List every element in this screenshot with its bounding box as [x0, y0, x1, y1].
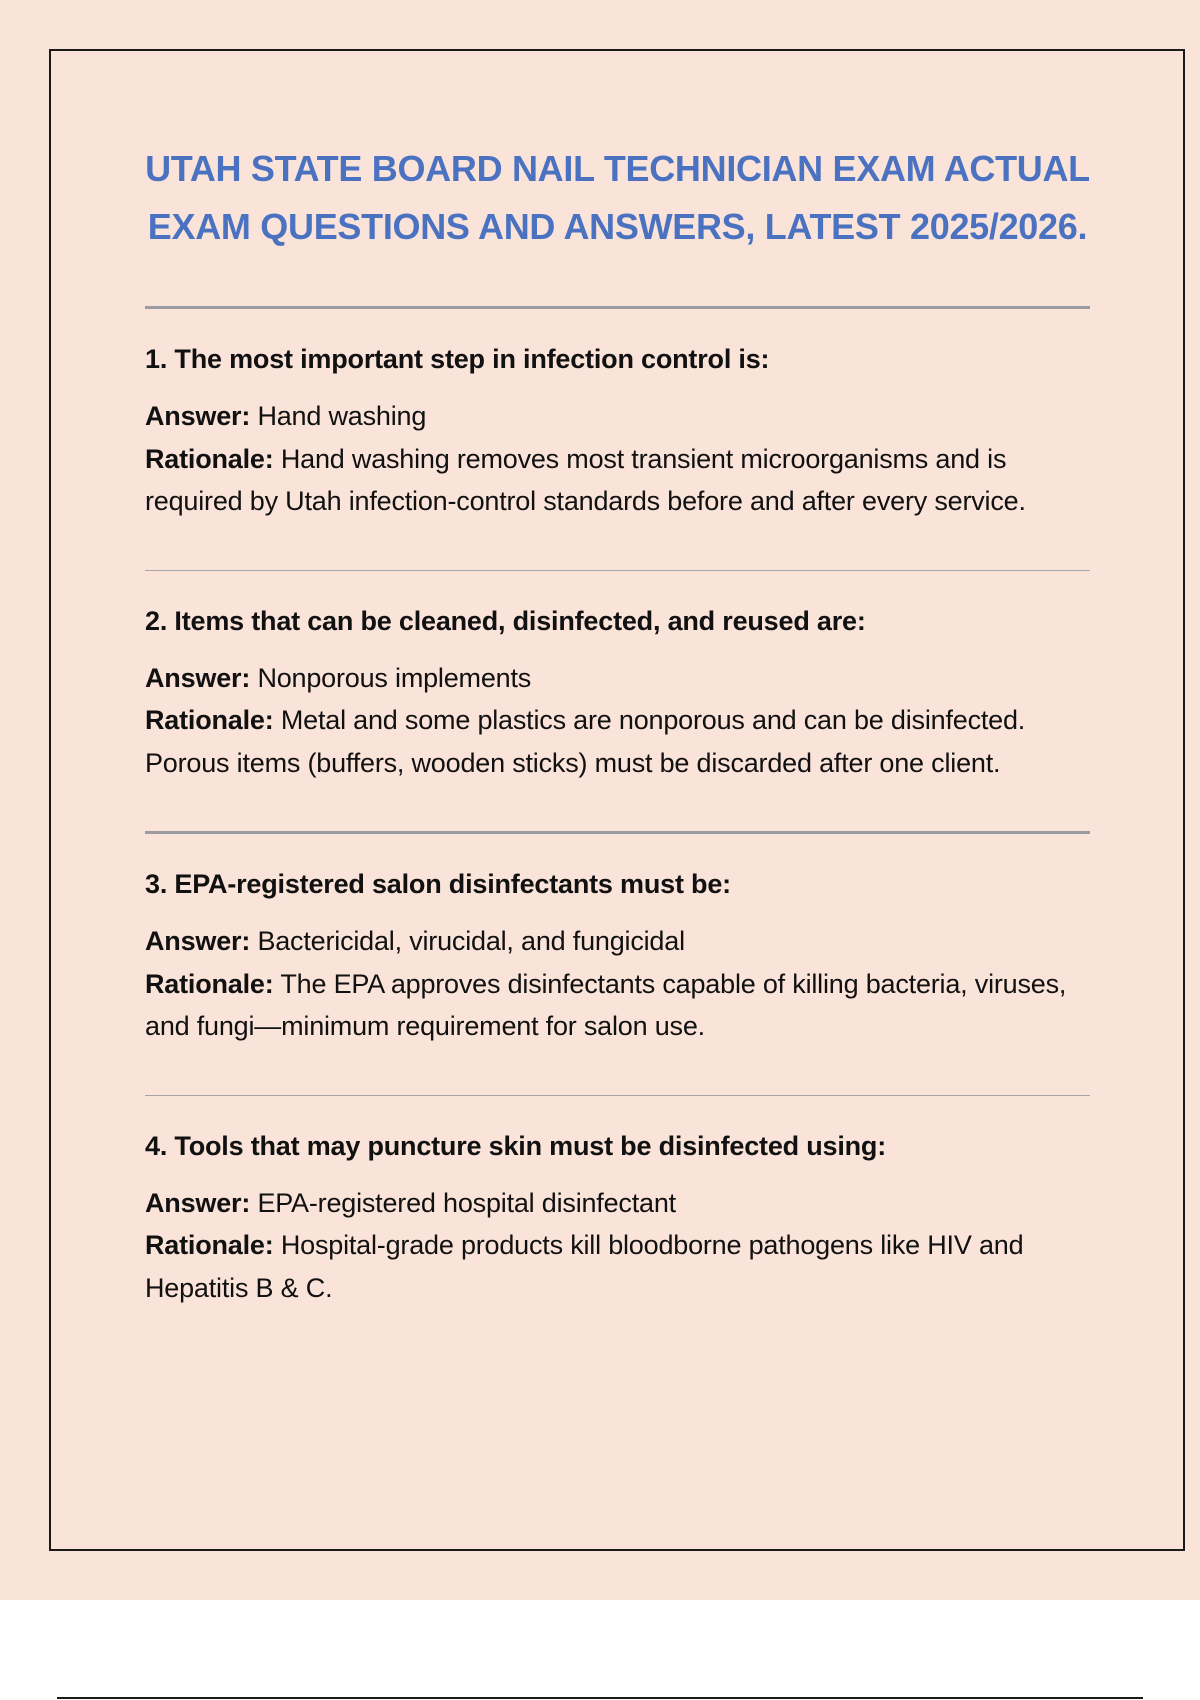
question-text: 4. Tools that may puncture skin must be disinfected using:	[145, 1130, 887, 1161]
rationale-text: Hospital-grade products kill bloodborne pathogens like HIV and Hepatitis B & C.	[145, 1230, 1024, 1303]
answer-line	[145, 395, 1090, 438]
rationale-line	[145, 438, 1090, 523]
document-content	[145, 140, 1090, 1356]
rationale-label: Rationale:	[145, 705, 274, 735]
rationale-label: Rationale:	[145, 968, 274, 999]
answer-label: Answer:	[145, 926, 251, 956]
rationale-text: The EPA approves disinfectants capable of killing bacteria, viruses, and fungi—minimum requirement for salon use.	[145, 968, 1067, 1041]
rationale-label: Rationale:	[145, 1230, 274, 1260]
answer-label: Answer:	[145, 662, 251, 693]
question-text: 3. EPA-registered salon disinfectants must be:	[145, 869, 731, 899]
question-text: 1. The most important step in infection control is:	[145, 344, 770, 374]
answer-label: Answer:	[145, 1187, 251, 1218]
answer-text: Hand washing	[257, 401, 427, 431]
answer-line	[145, 657, 1090, 700]
question-item-2	[145, 571, 1090, 832]
question-item-3	[145, 834, 1090, 1095]
answer-label: Answer:	[145, 401, 251, 431]
answer-line	[145, 920, 1090, 963]
answer-text: EPA-registered hospital disinfectant	[257, 1187, 676, 1218]
question-item-4	[145, 1096, 1090, 1357]
rationale-line	[145, 963, 1090, 1048]
question-text: 2. Items that can be cleaned, disinfected, and reused are:	[145, 605, 866, 636]
rationale-line	[145, 1224, 1090, 1309]
rationale-text: Hand washing removes most transient microorganisms and is required by Utah infection-control standards before and after every service.	[145, 443, 1026, 516]
answer-text: Bactericidal, virucidal, and fungicidal	[257, 926, 685, 956]
answer-line	[145, 1182, 1090, 1225]
rationale-line	[145, 699, 1090, 784]
question-item-1	[145, 309, 1090, 570]
rationale-text: Metal and some plastics are nonporous and can be disinfected. Porous items (buffers, wooden sticks) must be discarded after one client.	[145, 705, 1026, 778]
rationale-label: Rationale:	[145, 443, 274, 474]
document-title: UTAH STATE BOARD NAIL TECHNICIAN EXAM ACTUAL EXAM QUESTIONS AND ANSWERS, LATEST 2025/2026.	[145, 148, 1090, 247]
footer-divider	[57, 1697, 1143, 1699]
answer-text: Nonporous implements	[257, 662, 532, 693]
